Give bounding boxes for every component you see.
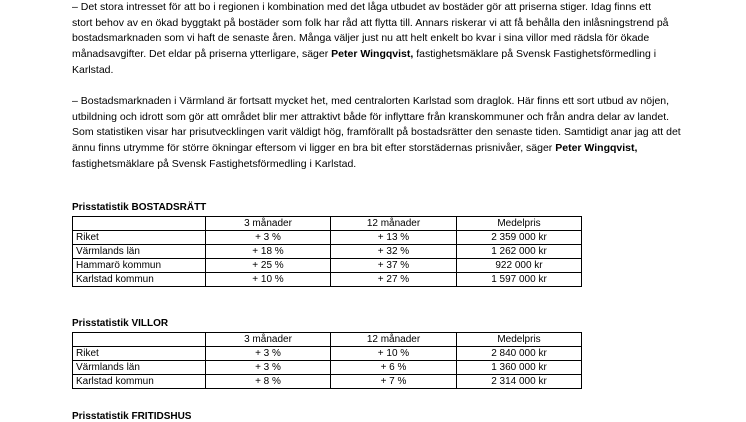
table-cell: 1 597 000 kr — [457, 273, 582, 287]
table-row — [73, 245, 582, 259]
table-cell: + 25 % — [206, 259, 331, 273]
table-cell: + 8 % — [206, 375, 331, 389]
table-cell: 922 000 kr — [457, 259, 582, 273]
table-cell: 2 840 000 kr — [457, 347, 582, 361]
table-row-label: Värmlands län — [73, 245, 206, 259]
table-cell: + 6 % — [331, 361, 457, 375]
table-row — [73, 231, 582, 245]
table-header-cell: 12 månader — [331, 333, 457, 347]
table-cell: + 3 % — [206, 347, 331, 361]
table-row-label: Värmlands län — [73, 361, 206, 375]
table-cell: + 13 % — [331, 231, 457, 245]
table-row-label: Karlstad kommun — [73, 273, 206, 287]
table-header-cell — [73, 333, 206, 347]
table-cell: 1 262 000 kr — [457, 245, 582, 259]
table-cell: + 7 % — [331, 375, 457, 389]
table-row — [73, 259, 582, 273]
table-row-label: Hammarö kommun — [73, 259, 206, 273]
table-cell: 1 360 000 kr — [457, 361, 582, 375]
table-header-cell: 12 månader — [331, 217, 457, 231]
table-row — [73, 361, 582, 375]
table-header-cell — [73, 217, 206, 231]
table-bostadsratt — [72, 216, 582, 287]
paragraph-2-text: – Bostadsmarknaden i Värmland är fortsatt mycket het, med centralorten Karlstad som draglok. Här finns ett sort utbud av nöjen, utbildning och idrott som gör att området blir mer attraktivt både för inflyttare från kranskommuner och från andra delar av landet. Som statistiken visar har prisutvecklingen varit väldigt hög, framförallt på bostadsrätter den senaste tiden. Samtidigt anar jag att det ännu finns utrymme för större ökningar eftersom vi ligger en bra bit efter storstädernas prisnivåer, säger — [72, 95, 681, 155]
paragraph-2-name: Peter Wingqvist, — [555, 142, 638, 155]
table-bostadsratt-title: Prisstatistik BOSTADSRÄTT — [72, 202, 207, 213]
paragraph-1-tail: fastighetsmäklare på Svensk Fastighetsförmedling i Karlstad. — [72, 48, 657, 76]
table-row-label: Riket — [73, 231, 206, 245]
table-cell: + 3 % — [206, 231, 331, 245]
table-header-row — [73, 217, 582, 231]
table-cell: 2 314 000 kr — [457, 375, 582, 389]
table-row — [73, 273, 582, 287]
table-row — [73, 375, 582, 389]
table-header-cell: 3 månader — [206, 217, 331, 231]
paragraph-1-text: – Det stora intresset för att bo i regionen i kombination med det låga utbudet av bostäder gör att priserna stiger. Idag finns ett stort behov av en ökad byggtakt på bostäder som folk har råd att flytta till. Annars riskerar vi att få behålla den inlåsningstrend på bostadsmarknaden som vi haft de senaste åren. Många väljer just nu att helt enkelt bo kvar i sina villor med rädsla för ökade månadsavgifter. Det eldar på priserna ytterligare, säger — [72, 1, 669, 61]
paragraph-1-name: Peter Wingqvist, — [331, 48, 414, 61]
table-header-row — [73, 333, 582, 347]
table-cell: 2 359 000 kr — [457, 231, 582, 245]
table-cell: + 27 % — [331, 273, 457, 287]
table-cell: + 37 % — [331, 259, 457, 273]
table-row-label: Karlstad kommun — [73, 375, 206, 389]
section-fritidshus-title: Prisstatistik FRITIDSHUS — [72, 411, 192, 422]
table-villor — [72, 332, 582, 389]
table-cell: + 10 % — [331, 347, 457, 361]
table-cell: + 18 % — [206, 245, 331, 259]
table-villor-title: Prisstatistik VILLOR — [72, 318, 169, 329]
paragraph-1 — [72, 0, 672, 79]
table-cell: + 32 % — [331, 245, 457, 259]
paragraph-2 — [72, 94, 682, 173]
table-header-cell: 3 månader — [206, 333, 331, 347]
table-row-label: Riket — [73, 347, 206, 361]
table-header-cell: Medelpris — [457, 333, 582, 347]
table-cell: + 10 % — [206, 273, 331, 287]
table-row — [73, 347, 582, 361]
table-header-cell: Medelpris — [457, 217, 582, 231]
table-cell: + 3 % — [206, 361, 331, 375]
paragraph-2-tail: fastighetsmäklare på Svensk Fastighetsförmedling i Karlstad. — [72, 157, 357, 170]
